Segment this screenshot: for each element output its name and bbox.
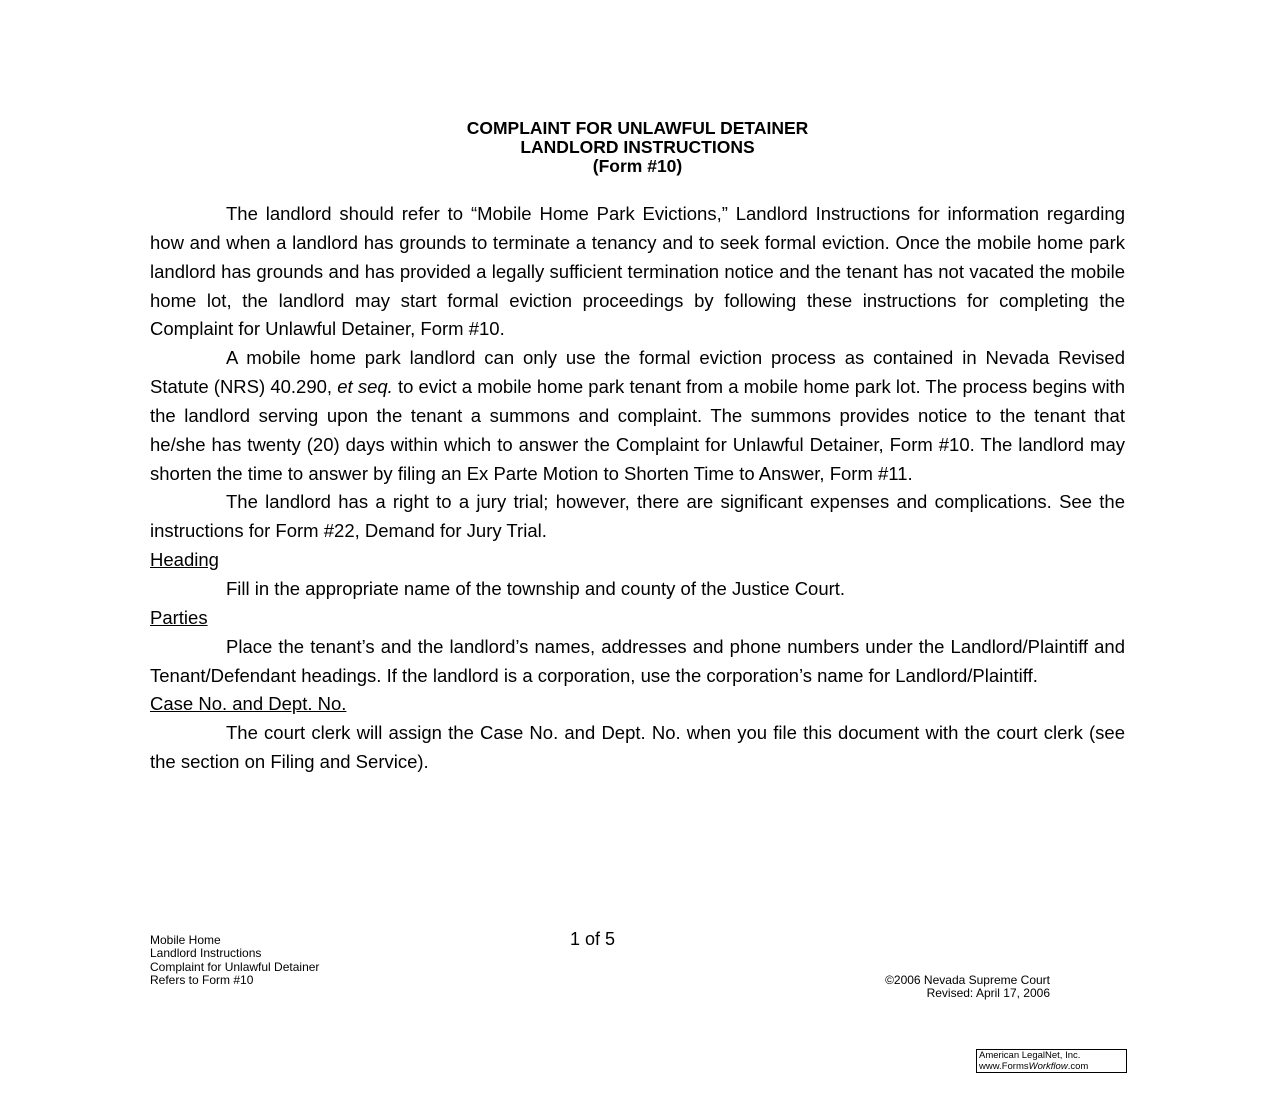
section-heading-text: Fill in the appropriate name of the township and county of the Justice Court.: [226, 577, 846, 599]
footer-left-line-2: Landlord Instructions: [150, 946, 262, 961]
revised-date: Revised: April 17, 2006: [926, 986, 1050, 1001]
footer-left-line-3: Complaint for Unlawful Detainer: [150, 959, 320, 974]
section-parties-label: Parties: [150, 606, 208, 628]
title-line-2: LANDLORD INSTRUCTIONS: [520, 137, 755, 157]
section-parties-text: Place the tenant’s and the landlord’s names, addresses and phone numbers under the Landlord/Plaintiff and Tenant/Defendant headings. If the landlord is a corporation, use the corporation’s name for Landlord/Plaintiff.: [150, 635, 1125, 686]
legalnet-name: American LegalNet, Inc.: [979, 1050, 1081, 1061]
paragraph-jury-trial: The landlord has a right to a jury trial; however, there are significant expenses and complications. See the instructions for Form #22, Demand for Jury Trial.: [150, 491, 1125, 542]
page-number: 1 of 5: [570, 929, 616, 949]
paragraph-eviction-process: [150, 344, 1125, 488]
copyright-line: ©2006 Nevada Supreme Court: [885, 973, 1050, 987]
section-case-no-label: Case No. and Dept. No.: [150, 693, 347, 715]
legalnet-stamp: [976, 1049, 1127, 1073]
title-line-3: (Form #10): [592, 156, 683, 176]
footer-left: [150, 934, 319, 987]
footer-right: [885, 974, 1050, 1001]
footer-left-line-1: Mobile Home: [150, 933, 221, 947]
paragraph-eviction-text-1: A mobile home park landlord can only use the formal eviction process as contained in Nevada Revised Statute (NRS) 40.290,: [150, 347, 1125, 398]
legalnet-url: [979, 1061, 1124, 1072]
legalnet-url-italic: Workflow: [1028, 1061, 1068, 1072]
section-heading-label: Heading: [150, 549, 219, 571]
section-case-no-text: The court clerk will assign the Case No. and Dept. No. when you file this document with the court clerk (see the section on Filing and Service).: [150, 722, 1125, 773]
document-body: [150, 200, 1125, 777]
paragraph-eviction-italic: et seq.: [337, 376, 393, 398]
footer-left-line-4: Refers to Form #10: [150, 972, 254, 987]
legalnet-url-prefix: www.Forms: [979, 1061, 1029, 1072]
title-line-1: COMPLAINT FOR UNLAWFUL DETAINER: [466, 118, 809, 138]
legalnet-url-suffix: .com: [1067, 1061, 1089, 1072]
paragraph-intro: The landlord should refer to “Mobile Home Park Evictions,” Landlord Instructions for information regarding how and when a landlord has grounds to terminate a tenancy and to seek formal eviction. Once the mobile home park landlord has grounds and has provided a legally sufficient termination notice and the tenant has not vacated the mobile home lot, the landlord may start formal eviction proceedings by following these instructions for completing the Complaint for Unlawful Detainer, Form #10.: [150, 203, 1125, 340]
paragraph-eviction-text-2: to evict a mobile home park tenant from a mobile home park lot. The process begins with the landlord serving upon the tenant a summons and complaint. The summons provides notice to the tenant that he/she has twenty (20) days within which to answer the Complaint for Unlawful Detainer, Form #10. The landlord may shorten the time to answer by filing an Ex Parte Motion to Shorten Time to Answer, Form #11.: [150, 376, 1125, 484]
document-title: [150, 119, 1125, 176]
